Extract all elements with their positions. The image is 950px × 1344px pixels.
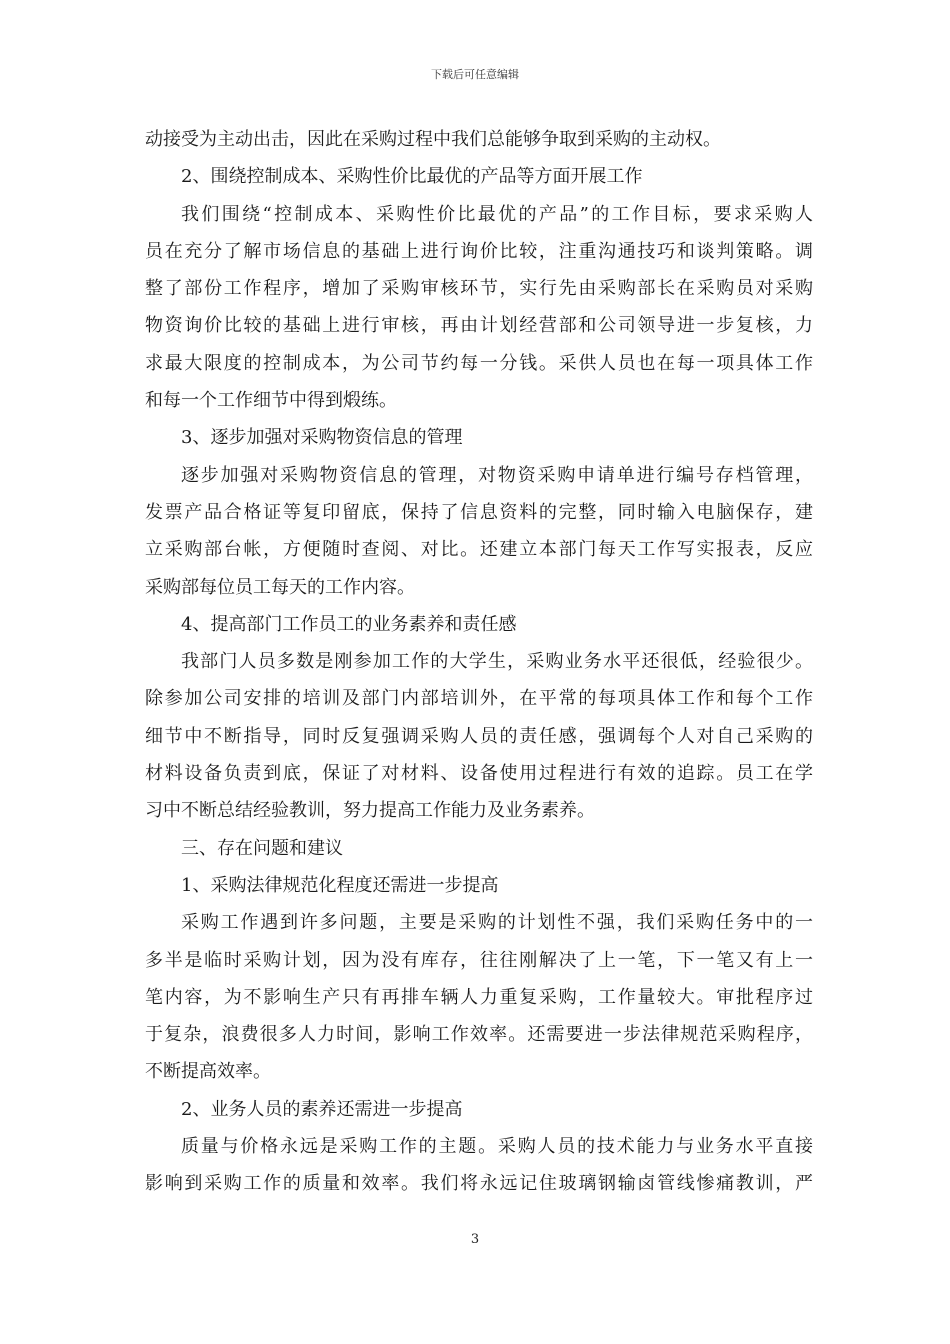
document-body bbox=[145, 121, 813, 1203]
text-line: 求最大限度的控制成本，为公司节约每一分钱。采供人员也在每一项具体工作 bbox=[145, 352, 813, 374]
text-line: 三、存在问题和建议 bbox=[181, 837, 343, 859]
text-line: 细节中不断指导，同时反复强调采购人员的责任感，强调每个人对自己采购的 bbox=[145, 725, 813, 747]
text-line: 除参加公司安排的培训及部门内部培训外，在平常的每项具体工作和每个工作 bbox=[145, 688, 813, 710]
text-line: 2、围绕控制成本、采购性价比最优的产品等方面开展工作 bbox=[181, 166, 643, 188]
text-line: 于复杂，浪费很多人力时间，影响工作效率。还需要进一步法律规范采购程序， bbox=[145, 1024, 813, 1046]
text-line: 不断提高效率。 bbox=[145, 1061, 271, 1083]
text-line: 影响到采购工作的质量和效率。我们将永远记住玻璃钢输卤管线惨痛教训，严 bbox=[145, 1173, 813, 1195]
text-line: 1、采购法律规范化程度还需进一步提高 bbox=[181, 874, 499, 896]
text-line: 物资询价比较的基础上进行审核，再由计划经营部和公司领导进一步复核，力 bbox=[145, 315, 813, 337]
text-line: 整了部份工作程序，增加了采购审核环节，实行先由采购部长在采购员对采购 bbox=[145, 278, 813, 300]
text-line: 逐步加强对采购物资信息的管理，对物资采购申请单进行编号存档管理， bbox=[181, 464, 813, 486]
text-line: 4、提高部门工作员工的业务素养和责任感 bbox=[181, 613, 517, 635]
text-line: 员在充分了解市场信息的基础上进行询价比较，注重沟通技巧和谈判策略。调 bbox=[145, 240, 813, 262]
page-header-note: 下载后可任意编辑 bbox=[431, 68, 519, 81]
text-line: 笔内容，为不影响生产只有再排车辆人力重复采购，工作量较大。审批程序过 bbox=[145, 986, 813, 1008]
text-line: 动接受为主动出击，因此在采购过程中我们总能够争取到采购的主动权。 bbox=[145, 129, 721, 150]
text-line: 和每一个工作细节中得到煅练。 bbox=[145, 390, 397, 412]
text-line: 材料设备负责到底，保证了对材料、设备使用过程进行有效的追踪。员工在学 bbox=[145, 763, 813, 785]
text-line: 我部门人员多数是刚参加工作的大学生，采购业务水平还很低，经验很少。 bbox=[181, 651, 813, 673]
text-line: 采购工作遇到许多问题，主要是采购的计划性不强，我们采购任务中的一 bbox=[181, 912, 813, 934]
text-line: 立采购部台帐，方便随时查阅、对比。还建立本部门每天工作写实报表，反应 bbox=[145, 539, 813, 561]
text-line: 我们围绕“控制成本、采购性价比最优的产品”的工作目标，要求采购人 bbox=[181, 203, 813, 225]
text-line: 发票产品合格证等复印留底，保持了信息资料的完整，同时输入电脑保存，建 bbox=[145, 501, 813, 523]
text-line: 质量与价格永远是采购工作的主题。采购人员的技术能力与业务水平直接 bbox=[181, 1136, 813, 1158]
text-line: 采购部每位员工每天的工作内容。 bbox=[145, 576, 415, 598]
text-line: 2、业务人员的素养还需进一步提高 bbox=[181, 1098, 463, 1120]
text-line: 多半是临时采购计划，因为没有库存，往往刚解决了上一笔，下一笔又有上一 bbox=[145, 949, 813, 971]
text-line: 习中不断总结经验教训，努力提高工作能力及业务素养。 bbox=[145, 800, 595, 822]
text-line: 3、逐步加强对采购物资信息的管理 bbox=[181, 427, 463, 449]
page-number: 3 bbox=[470, 1232, 480, 1247]
